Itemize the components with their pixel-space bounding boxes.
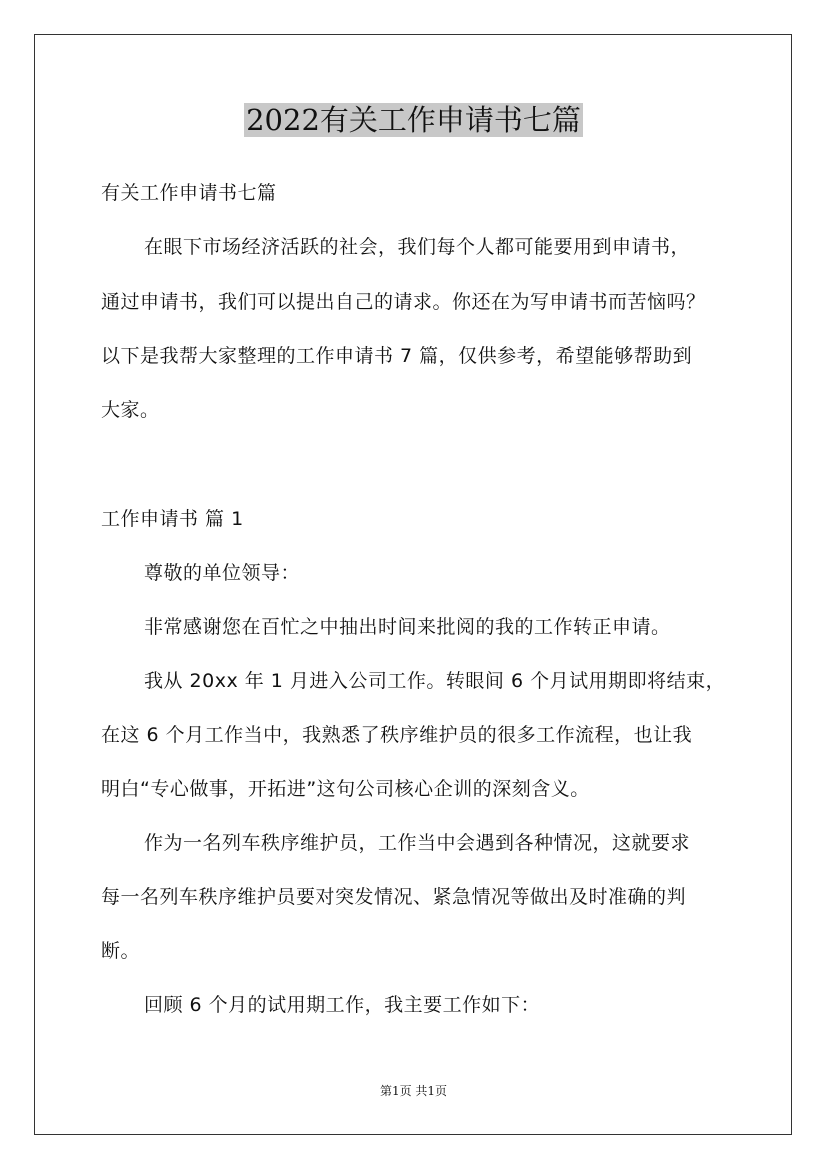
- document-title-text: 2022有关工作申请书七篇: [246, 103, 581, 137]
- section-heading: 工作申请书 篇 1: [101, 508, 244, 530]
- subtitle-line: 有关工作申请书七篇: [101, 182, 277, 204]
- salutation-line: 尊敬的单位领导：: [144, 562, 301, 584]
- intro-paragraph-line: 通过申请书，我们可以提出自己的请求。你还在为写申请书而苦恼吗？: [101, 291, 706, 313]
- intro-paragraph-line: 大家。: [101, 399, 160, 421]
- body-paragraph-line: 断。: [101, 940, 141, 962]
- intro-paragraph-line: 在眼下市场经济活跃的社会，我们每个人都可能要用到申请书，: [144, 236, 691, 258]
- intro-paragraph-line: 以下是我帮大家整理的工作申请书 7 篇，仅供参考，希望能够帮助到: [101, 345, 693, 367]
- page-number-footer: 第1页 共1页: [379, 1084, 448, 1098]
- body-paragraph-line: 在这 6 个月工作当中，我熟悉了秩序维护员的很多工作流程，也让我: [101, 724, 693, 746]
- body-paragraph-line: 作为一名列车秩序维护员，工作当中会遇到各种情况，这就要求: [144, 832, 691, 854]
- body-paragraph-line: 非常感谢您在百忙之中抽出时间来批阅的我的工作转正申请。: [144, 616, 671, 638]
- document-title: [0, 100, 827, 140]
- body-paragraph-line: 每一名列车秩序维护员要对突发情况、紧急情况等做出及时准确的判: [101, 886, 687, 908]
- body-paragraph-line: 回顾 6 个月的试用期工作，我主要工作如下：: [144, 994, 541, 1016]
- body-paragraph-line: 我从 20xx 年 1 月进入公司工作。转眼间 6 个月试用期即将结束，: [144, 670, 726, 692]
- body-paragraph-line: 明白“专心做事，开拓进”这句公司核心企训的深刻含义。: [101, 778, 590, 800]
